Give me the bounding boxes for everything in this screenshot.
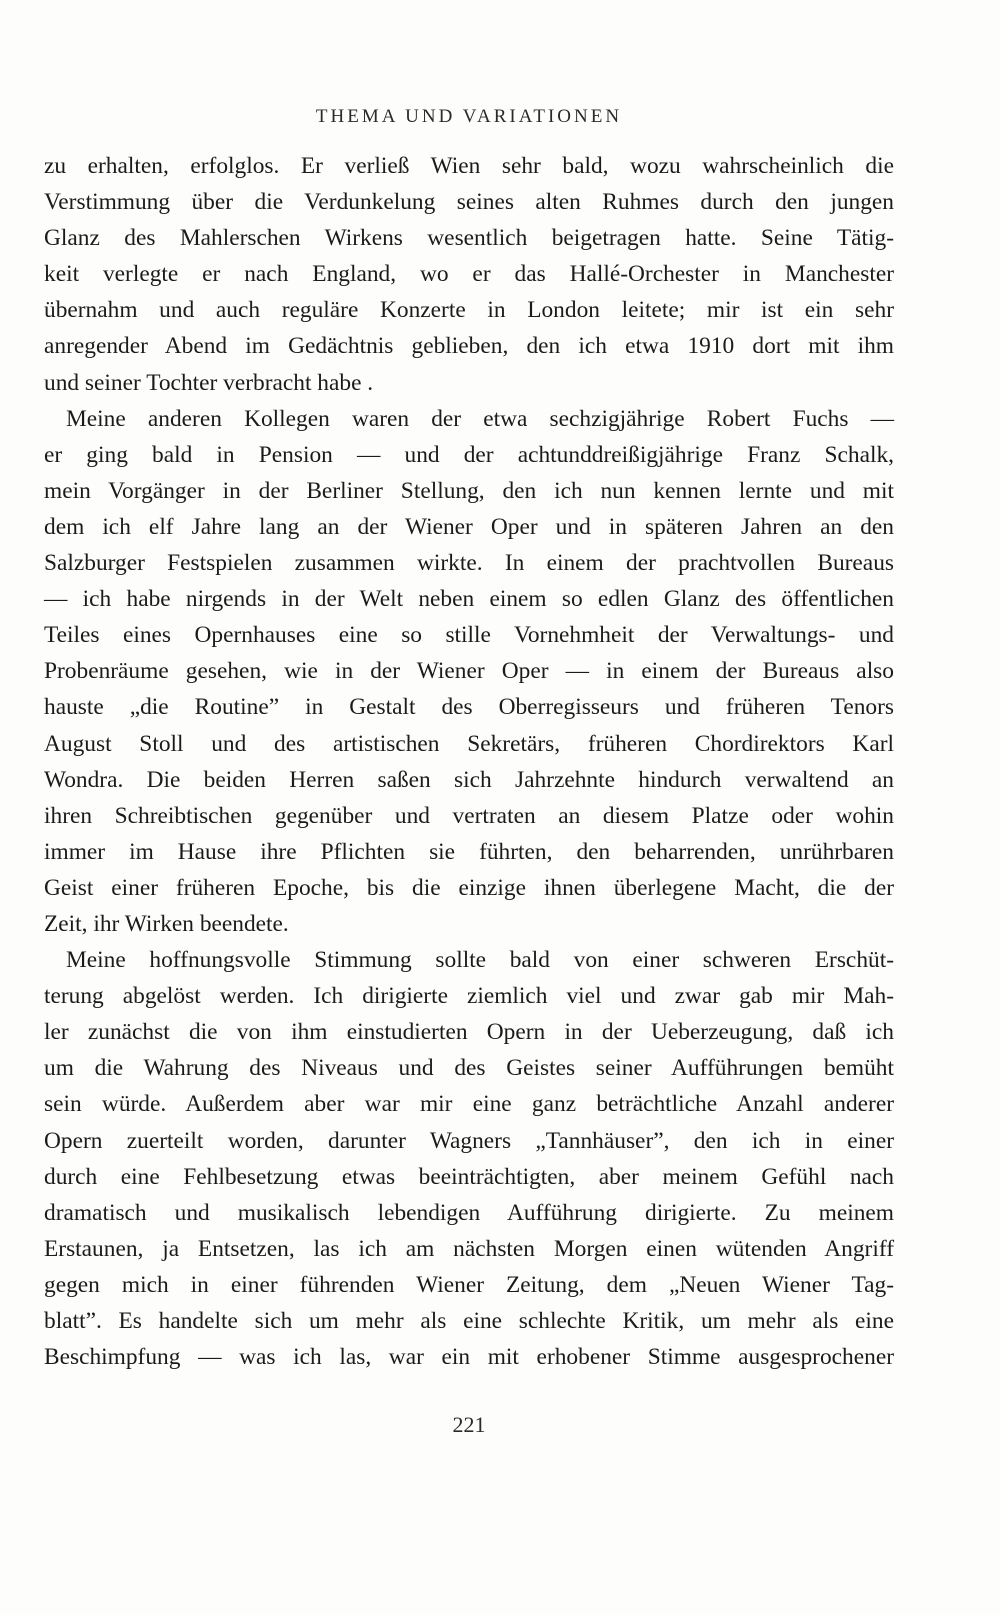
- text-line: ler zunächst die von ihm einstudierten Opern in der Ueberzeugung, daß ich: [44, 1019, 894, 1046]
- text-line: Erstaunen, ja Entsetzen, las ich am nächsten Morgen einen wütenden Angriff: [44, 1235, 894, 1262]
- text-line: Glanz des Mahlerschen Wirkens wesentlich beigetragen hatte. Seine Tätig-: [44, 225, 894, 252]
- text-line: durch eine Fehlbesetzung etwas beeinträchtigten, aber meinem Gefühl nach: [44, 1163, 894, 1190]
- text-line: zu erhalten, erfolglos. Er verließ Wien sehr bald, wozu wahrscheinlich die: [44, 153, 894, 179]
- text-line: mein Vorgänger in der Berliner Stellung, den ich nun kennen lernte und mit: [44, 477, 894, 504]
- text-line: Zeit, ihr Wirken beendete.: [44, 910, 289, 937]
- text-line: Wondra. Die beiden Herren saßen sich Jahrzehnte hindurch verwaltend an: [44, 766, 894, 793]
- page-number: 221: [452, 1412, 486, 1437]
- text-line: dem ich elf Jahre lang an der Wiener Oper und in späteren Jahren an den: [44, 513, 894, 540]
- running-head: THEMA UND VARIATIONEN: [315, 106, 623, 127]
- text-line: Meine hoffnungsvolle Stimmung sollte bald von einer schweren Erschüt-: [66, 947, 894, 974]
- text-line: sein würde. Außerdem aber war mir eine ganz beträchtliche Anzahl anderer: [44, 1091, 894, 1118]
- text-line: übernahm und auch reguläre Konzerte in London leitete; mir ist ein sehr: [44, 297, 894, 324]
- text-line: Teiles eines Opernhauses eine so stille Vornehmheit der Verwaltungs- und: [44, 622, 894, 649]
- text-line: hauste „die Routine” in Gestalt des Oberregisseurs und früheren Tenors: [44, 694, 894, 721]
- text-line: immer im Hause ihre Pflichten sie führten, den beharrenden, unrührbaren: [44, 838, 894, 865]
- text-line: Beschimpfung — was ich las, war ein mit erhobener Stimme ausgesprochener: [44, 1344, 894, 1371]
- paragraph: [44, 148, 894, 401]
- text-line: blatt”. Es handelte sich um mehr als eine schlechte Kritik, um mehr als eine: [44, 1308, 894, 1334]
- text-line: Opern zuerteilt worden, darunter Wagners „Tannhäuser”, den ich in einer: [44, 1127, 894, 1154]
- text-line: Verstimmung über die Verdunkelung seines alten Ruhmes durch den jungen: [44, 189, 894, 216]
- paragraph: [44, 401, 894, 942]
- paragraph: [44, 942, 894, 1375]
- text-line: Meine anderen Kollegen waren der etwa sechzigjährige Robert Fuchs —: [66, 405, 894, 432]
- body-text: [44, 148, 894, 1375]
- text-line: keit verlegte er nach England, wo er das Hallé-Orchester in Manchester: [44, 261, 894, 288]
- text-line: Probenräume gesehen, wie in der Wiener Oper — in einem der Bureaus also: [44, 658, 894, 685]
- text-line: er ging bald in Pension — und der achtunddreißigjährige Franz Schalk,: [44, 441, 894, 468]
- text-line: ihren Schreibtischen gegenüber und vertraten an diesem Platze oder wohin: [44, 802, 894, 829]
- text-line: dramatisch und musikalisch lebendigen Aufführung dirigierte. Zu meinem: [44, 1199, 894, 1226]
- text-line: — ich habe nirgends in der Welt neben einem so edlen Glanz des öffentlichen: [44, 586, 894, 613]
- text-line: um die Wahrung des Niveaus und des Geistes seiner Aufführungen bemüht: [44, 1055, 894, 1082]
- text-line: anregender Abend im Gedächtnis geblieben, den ich etwa 1910 dort mit ihm: [44, 333, 894, 360]
- text-line: und seiner Tochter verbracht habe .: [44, 369, 374, 396]
- text-line: gegen mich in einer führenden Wiener Zeitung, dem „Neuen Wiener Tag-: [44, 1271, 894, 1298]
- text-line: Geist einer früheren Epoche, bis die einzige ihnen überlegene Macht, die der: [44, 874, 894, 901]
- text-line: terung abgelöst werden. Ich dirigierte ziemlich viel und zwar gab mir Mah-: [44, 983, 894, 1010]
- text-line: Salzburger Festspielen zusammen wirkte. In einem der prachtvollen Bureaus: [44, 550, 894, 577]
- text-line: August Stoll und des artistischen Sekretärs, früheren Chordirektors Karl: [44, 730, 894, 757]
